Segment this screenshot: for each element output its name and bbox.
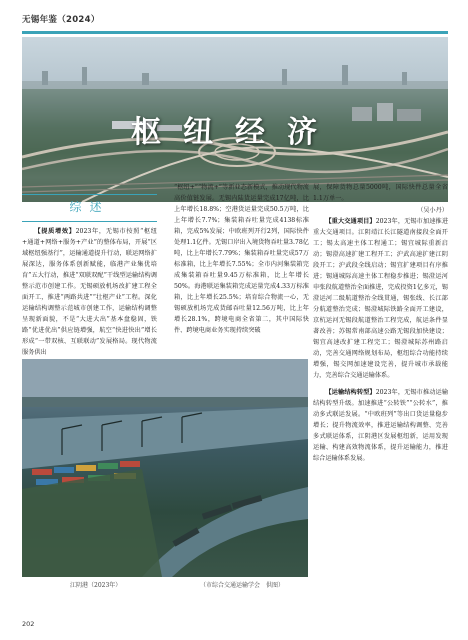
column-1: [22, 226, 157, 358]
port-photo-illustration: [22, 359, 308, 577]
paragraph-major-projects: [313, 216, 448, 381]
hero-aerial-photo: [22, 37, 448, 202]
paragraph-body: 2023年，无锡市按照“枢纽+通道+网络+服务+产业”的整体布局，开展“区域枢纽强基行”，运输通道提升行动，联运网络扩展深达，服务体系创新赋能，临港产业集优培育”五大行动，推进“双联双配”干线型运输结构调整示范市创建工作。无锡硕放机场改扩建工程全面开工，推进“两路共进”“壮枢产业”工程。深化运输结构调整示范城市创建工作，运输结构调整呈现新面貌，不是“大进大出”基本盘稳固，铁路“优进优出”供应链增强，航空“快进快出”增长形成“一带双核、互联联动”发展格局。现代物流服务供出: [22, 228, 157, 356]
paragraph-tag: 【重大交通项目】: [325, 218, 376, 225]
section-title: 综述: [22, 194, 157, 222]
column-2: [174, 182, 309, 336]
author-signature: （吴小丹）: [417, 207, 448, 214]
paragraph-tag: 【运输结构转型】: [325, 389, 376, 396]
port-photo: [22, 359, 308, 577]
page-number: 202: [22, 620, 35, 628]
photo-credit: （市综合交通运输学会 供图）: [200, 582, 285, 589]
paragraph-logistics: “枢纽+”“物流+”等新业态新模式，推动现代物流高价值链发展。无锡内陆货运量完成17亿吨，比上年增长18.8%；空港货运量完成50.5万吨，比上年增长7.7%；集装箱吞吐量完成4138标准箱，完成5%发展；中欧班列开行2列，国际快件处理1.1亿件。无锡口岸出入境货物吞吐量3.78亿吨，比上年增长7.79%；集装箱吞吐量完成57万标准箱，比上年增长7.55%；全市内河集装箱完成集装箱吞吐量9.45万标准箱，比上年增长50%。海港联运集装箱完成运量完成4.33万标准箱，比上年增长25.5%；培育综合物流一心，无锡硕放机场完成货邮吞吐量12.56万吨，比上年增长28.1%，跨境电商全省第二，其中国际快件、跨境电商业务实现持续突破: [174, 184, 309, 334]
paragraph-tag: 【提质增效】: [34, 228, 76, 235]
yearbook-header: 无锡年鉴（2024）: [22, 15, 100, 25]
paragraph-body: 2023年，无锡市加速推进重大交通项目。江阴靖江长江隧道南接段全面开工；锡太高速主体工程通工；锡宜城际重新启动；锡澄高速扩建工程开工；沪武高速扩建江阴段开工；沪武段全线启动；锡宜扩建项目有序推进；锡通城际高速主体工程稳步推进；锡澄运河申张段航道整治全面推进，完成投资1亿多元，锡澄运河二级航道整治全线贯通，锡张线、长江部分航道整治完成；锡澄城际铁路全面开工建设，京杭运河无锡段航道整治工程完成，航运条件显著改善；苏锡常南部高速公路无锡段加快建设；锡宜高速改扩建工程完工；锡澄城际苏州路启动，完善交通网络规划布局，枢纽综合功能持续增强，锡交网加速建设完善，提升城市承载能力，完善综合交通运输体系。: [313, 218, 449, 379]
paragraph-continued: 展，保障货物总量5000吨，国际快件总量全省1.1万单一。: [313, 184, 448, 202]
hero-title: 枢纽经济: [131, 115, 339, 150]
paragraph-transport-structure: [313, 387, 448, 464]
paragraph-overview: [22, 226, 157, 358]
column-3: [313, 182, 448, 464]
photo-caption: 江阴港（2023年）: [70, 582, 122, 589]
paragraph-body: 2023年，无锡市推动运输结构转型升级。加速推进“公转铁”“公转水”，推动多式联运发展。“中欧班列”等出口货运量稳步增长；提升物流效率，推进运输结构调整、完善多式联运体系，江阴港区发展枢纽新，运用发现运输、构建高效物流体系，提升运输能力，推进综合运输体系发展。: [313, 389, 449, 462]
header-rule: [22, 31, 448, 34]
